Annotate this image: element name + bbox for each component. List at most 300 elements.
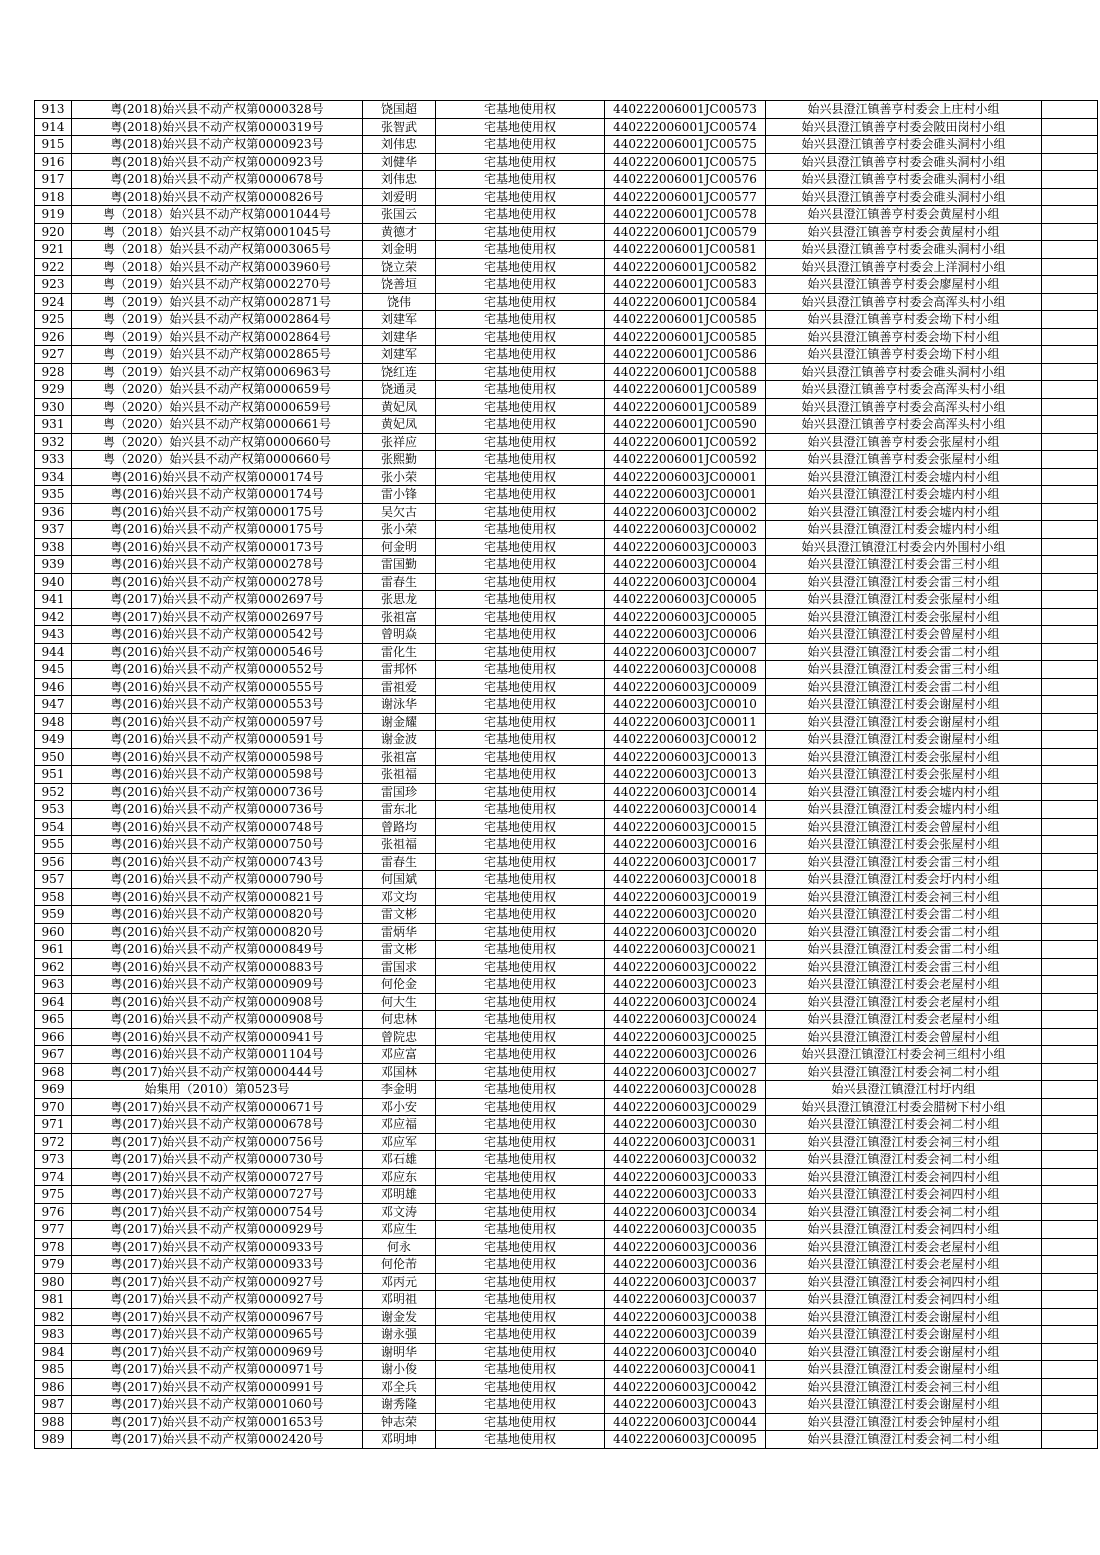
table-row: [35, 906, 1098, 924]
location-cell: 始兴县澄江镇善亨村委会碓头洞村小组: [766, 153, 1042, 171]
right-type-cell: 宅基地使用权: [436, 888, 605, 906]
remarks-cell: [1042, 783, 1098, 801]
parcel-code-cell: 440222006003JC00009: [605, 678, 766, 696]
certificate-number-cell: 粤(2017)始兴县不动产权第0000444号: [72, 1063, 363, 1081]
right-type-cell: 宅基地使用权: [436, 871, 605, 889]
table-row: [35, 888, 1098, 906]
table-row: [35, 1431, 1098, 1449]
location-cell: 始兴县澄江镇澄江村委会祠二村小组: [766, 1203, 1042, 1221]
right-type-cell: 宅基地使用权: [436, 1238, 605, 1256]
table-row: [35, 923, 1098, 941]
row-number-cell: 983: [35, 1326, 72, 1344]
location-cell: 始兴县澄江镇澄江村委会圩内村小组: [766, 871, 1042, 889]
certificate-number-cell: 粤(2017)始兴县不动产权第0000971号: [72, 1361, 363, 1379]
certificate-number-cell: 粤(2016)始兴县不动产权第0000598号: [72, 766, 363, 784]
row-number-cell: 963: [35, 976, 72, 994]
right-type-cell: 宅基地使用权: [436, 1028, 605, 1046]
parcel-code-cell: 440222006003JC00016: [605, 836, 766, 854]
row-number-cell: 919: [35, 206, 72, 224]
remarks-cell: [1042, 923, 1098, 941]
certificate-number-cell: 粤(2017)始兴县不动产权第0000727号: [72, 1186, 363, 1204]
parcel-code-cell: 440222006003JC00043: [605, 1396, 766, 1414]
owner-name-cell: 邓应军: [363, 1133, 436, 1151]
parcel-code-cell: 440222006001JC00579: [605, 223, 766, 241]
right-type-cell: 宅基地使用权: [436, 731, 605, 749]
row-number-cell: 934: [35, 468, 72, 486]
row-number-cell: 914: [35, 118, 72, 136]
table-row: [35, 713, 1098, 731]
parcel-code-cell: 440222006003JC00001: [605, 486, 766, 504]
parcel-code-cell: 440222006001JC00576: [605, 171, 766, 189]
certificate-number-cell: 粤(2016)始兴县不动产权第0000736号: [72, 783, 363, 801]
location-cell: 始兴县澄江镇澄江村委会祠四村小组: [766, 1273, 1042, 1291]
remarks-cell: [1042, 206, 1098, 224]
certificate-number-cell: 粤（2020）始兴县不动产权第0000660号: [72, 433, 363, 451]
owner-name-cell: 张祥应: [363, 433, 436, 451]
right-type-cell: 宅基地使用权: [436, 1361, 605, 1379]
parcel-code-cell: 440222006003JC00015: [605, 818, 766, 836]
right-type-cell: 宅基地使用权: [436, 486, 605, 504]
table-row: [35, 696, 1098, 714]
row-number-cell: 940: [35, 573, 72, 591]
parcel-code-cell: 440222006003JC00014: [605, 783, 766, 801]
location-cell: 始兴县澄江镇善亨村委会碓头洞村小组: [766, 136, 1042, 154]
parcel-code-cell: 440222006003JC00021: [605, 941, 766, 959]
location-cell: 始兴县澄江镇澄江村委会墟内村小组: [766, 801, 1042, 819]
row-number-cell: 969: [35, 1081, 72, 1099]
location-cell: 始兴县澄江镇澄江村委会雷二村小组: [766, 643, 1042, 661]
location-cell: 始兴县澄江镇善亨村委会高浑头村小组: [766, 398, 1042, 416]
owner-name-cell: 饶伟: [363, 293, 436, 311]
certificate-number-cell: 粤(2016)始兴县不动产权第0000820号: [72, 906, 363, 924]
parcel-code-cell: 440222006003JC00032: [605, 1151, 766, 1169]
right-type-cell: 宅基地使用权: [436, 503, 605, 521]
location-cell: 始兴县澄江镇澄江村委会祠四村小组: [766, 1186, 1042, 1204]
parcel-code-cell: 440222006003JC00008: [605, 661, 766, 679]
parcel-code-cell: 440222006003JC00002: [605, 503, 766, 521]
remarks-cell: [1042, 1308, 1098, 1326]
row-number-cell: 962: [35, 958, 72, 976]
right-type-cell: 宅基地使用权: [436, 678, 605, 696]
row-number-cell: 918: [35, 188, 72, 206]
certificate-number-cell: 粤(2017)始兴县不动产权第0000678号: [72, 1116, 363, 1134]
remarks-cell: [1042, 1081, 1098, 1099]
right-type-cell: 宅基地使用权: [436, 766, 605, 784]
remarks-cell: [1042, 451, 1098, 469]
certificate-number-cell: 粤(2016)始兴县不动产权第0000750号: [72, 836, 363, 854]
owner-name-cell: 谢金耀: [363, 713, 436, 731]
owner-name-cell: 何永: [363, 1238, 436, 1256]
right-type-cell: 宅基地使用权: [436, 1308, 605, 1326]
parcel-code-cell: 440222006003JC00001: [605, 468, 766, 486]
location-cell: 始兴县澄江镇澄江村委会祠二村小组: [766, 1431, 1042, 1449]
right-type-cell: 宅基地使用权: [436, 346, 605, 364]
right-type-cell: 宅基地使用权: [436, 1343, 605, 1361]
remarks-cell: [1042, 731, 1098, 749]
table-row: [35, 118, 1098, 136]
row-number-cell: 959: [35, 906, 72, 924]
remarks-cell: [1042, 661, 1098, 679]
row-number-cell: 968: [35, 1063, 72, 1081]
owner-name-cell: 饶国超: [363, 101, 436, 119]
location-cell: 始兴县澄江镇澄江村委会祠三组村小组: [766, 1046, 1042, 1064]
location-cell: 始兴县澄江镇澄江村委会雷三村小组: [766, 661, 1042, 679]
row-number-cell: 986: [35, 1378, 72, 1396]
location-cell: 始兴县澄江镇善亨村委会陂田岗村小组: [766, 118, 1042, 136]
right-type-cell: 宅基地使用权: [436, 1431, 605, 1449]
owner-name-cell: 邓国林: [363, 1063, 436, 1081]
location-cell: 始兴县澄江镇澄江村委会祠四村小组: [766, 1221, 1042, 1239]
row-number-cell: 925: [35, 311, 72, 329]
table-row: [35, 1081, 1098, 1099]
row-number-cell: 960: [35, 923, 72, 941]
location-cell: 始兴县澄江镇澄江村委会老屋村小组: [766, 1011, 1042, 1029]
certificate-number-cell: 粤(2016)始兴县不动产权第0000821号: [72, 888, 363, 906]
certificate-number-cell: 粤(2016)始兴县不动产权第0000941号: [72, 1028, 363, 1046]
remarks-cell: [1042, 1221, 1098, 1239]
remarks-cell: [1042, 573, 1098, 591]
table-row: [35, 1011, 1098, 1029]
right-type-cell: 宅基地使用权: [436, 153, 605, 171]
certificate-number-cell: 始集用（2010）第0523号: [72, 1081, 363, 1099]
remarks-cell: [1042, 416, 1098, 434]
right-type-cell: 宅基地使用权: [436, 381, 605, 399]
certificate-number-cell: 粤(2016)始兴县不动产权第0000743号: [72, 853, 363, 871]
right-type-cell: 宅基地使用权: [436, 626, 605, 644]
parcel-code-cell: 440222006003JC00018: [605, 871, 766, 889]
parcel-code-cell: 440222006003JC00010: [605, 696, 766, 714]
owner-name-cell: 吴欠古: [363, 503, 436, 521]
certificate-number-cell: 粤（2018）始兴县不动产权第0001045号: [72, 223, 363, 241]
parcel-code-cell: 440222006003JC00036: [605, 1238, 766, 1256]
remarks-cell: [1042, 101, 1098, 119]
table-row: [35, 958, 1098, 976]
location-cell: 始兴县澄江镇澄江村委会内外围村小组: [766, 538, 1042, 556]
table-row: [35, 328, 1098, 346]
table-row: [35, 993, 1098, 1011]
table-row: [35, 836, 1098, 854]
parcel-code-cell: 440222006003JC00039: [605, 1326, 766, 1344]
right-type-cell: 宅基地使用权: [436, 573, 605, 591]
remarks-cell: [1042, 1431, 1098, 1449]
right-type-cell: 宅基地使用权: [436, 1221, 605, 1239]
parcel-code-cell: 440222006003JC00035: [605, 1221, 766, 1239]
right-type-cell: 宅基地使用权: [436, 276, 605, 294]
parcel-code-cell: 440222006003JC00006: [605, 626, 766, 644]
right-type-cell: 宅基地使用权: [436, 241, 605, 259]
row-number-cell: 928: [35, 363, 72, 381]
remarks-cell: [1042, 293, 1098, 311]
row-number-cell: 930: [35, 398, 72, 416]
certificate-number-cell: 粤(2016)始兴县不动产权第0000849号: [72, 941, 363, 959]
owner-name-cell: 何国斌: [363, 871, 436, 889]
location-cell: 始兴县澄江镇善亨村委会高浑头村小组: [766, 293, 1042, 311]
certificate-number-cell: 粤(2016)始兴县不动产权第0000542号: [72, 626, 363, 644]
owner-name-cell: 邓应东: [363, 1168, 436, 1186]
remarks-cell: [1042, 1046, 1098, 1064]
remarks-cell: [1042, 958, 1098, 976]
certificate-number-cell: 粤(2016)始兴县不动产权第0000278号: [72, 556, 363, 574]
remarks-cell: [1042, 538, 1098, 556]
certificate-number-cell: 粤(2017)始兴县不动产权第0000965号: [72, 1326, 363, 1344]
owner-name-cell: 邓应福: [363, 1116, 436, 1134]
certificate-number-cell: 粤（2019）始兴县不动产权第0002871号: [72, 293, 363, 311]
certificate-number-cell: 粤(2016)始兴县不动产权第0000748号: [72, 818, 363, 836]
table-row: [35, 1343, 1098, 1361]
parcel-code-cell: 440222006003JC00013: [605, 748, 766, 766]
parcel-code-cell: 440222006003JC00095: [605, 1431, 766, 1449]
parcel-code-cell: 440222006003JC00002: [605, 521, 766, 539]
owner-name-cell: 何大生: [363, 993, 436, 1011]
row-number-cell: 978: [35, 1238, 72, 1256]
owner-name-cell: 谢金波: [363, 731, 436, 749]
owner-name-cell: 谢金发: [363, 1308, 436, 1326]
remarks-cell: [1042, 1326, 1098, 1344]
parcel-code-cell: 440222006001JC00589: [605, 398, 766, 416]
remarks-cell: [1042, 1238, 1098, 1256]
certificate-number-cell: 粤(2017)始兴县不动产权第0000754号: [72, 1203, 363, 1221]
remarks-cell: [1042, 311, 1098, 329]
right-type-cell: 宅基地使用权: [436, 993, 605, 1011]
row-number-cell: 956: [35, 853, 72, 871]
right-type-cell: 宅基地使用权: [436, 783, 605, 801]
remarks-cell: [1042, 818, 1098, 836]
row-number-cell: 943: [35, 626, 72, 644]
right-type-cell: 宅基地使用权: [436, 1413, 605, 1431]
row-number-cell: 955: [35, 836, 72, 854]
right-type-cell: 宅基地使用权: [436, 748, 605, 766]
location-cell: 始兴县澄江镇澄江村委会曾屋村小组: [766, 1028, 1042, 1046]
table-row: [35, 1238, 1098, 1256]
certificate-number-cell: 粤(2017)始兴县不动产权第0000969号: [72, 1343, 363, 1361]
remarks-cell: [1042, 748, 1098, 766]
certificate-number-cell: 粤（2020）始兴县不动产权第0000661号: [72, 416, 363, 434]
certificate-number-cell: 粤(2017)始兴县不动产权第0000927号: [72, 1273, 363, 1291]
table-row: [35, 451, 1098, 469]
location-cell: 始兴县澄江镇澄江村委会祠三村小组: [766, 1378, 1042, 1396]
certificate-number-cell: 粤(2017)始兴县不动产权第0000933号: [72, 1256, 363, 1274]
certificate-number-cell: 粤(2017)始兴县不动产权第0002420号: [72, 1431, 363, 1449]
parcel-code-cell: 440222006001JC00582: [605, 258, 766, 276]
parcel-code-cell: 440222006003JC00003: [605, 538, 766, 556]
owner-name-cell: 邓应生: [363, 1221, 436, 1239]
registry-table: [34, 100, 1098, 1449]
table-row: [35, 1133, 1098, 1151]
owner-name-cell: 雷文彬: [363, 906, 436, 924]
owner-name-cell: 邓小安: [363, 1098, 436, 1116]
location-cell: 始兴县澄江镇澄江村委会祠二村小组: [766, 1116, 1042, 1134]
row-number-cell: 981: [35, 1291, 72, 1309]
table-row: [35, 1063, 1098, 1081]
parcel-code-cell: 440222006003JC00013: [605, 766, 766, 784]
location-cell: 始兴县澄江镇善亨村委会坳下村小组: [766, 328, 1042, 346]
table-row: [35, 381, 1098, 399]
row-number-cell: 953: [35, 801, 72, 819]
right-type-cell: 宅基地使用权: [436, 643, 605, 661]
location-cell: 始兴县澄江镇善亨村委会黄屋村小组: [766, 206, 1042, 224]
certificate-number-cell: 粤(2018)始兴县不动产权第0000319号: [72, 118, 363, 136]
parcel-code-cell: 440222006001JC00575: [605, 153, 766, 171]
table-row: [35, 1098, 1098, 1116]
parcel-code-cell: 440222006003JC00040: [605, 1343, 766, 1361]
row-number-cell: 917: [35, 171, 72, 189]
certificate-number-cell: 粤(2016)始兴县不动产权第0000908号: [72, 1011, 363, 1029]
remarks-cell: [1042, 1291, 1098, 1309]
certificate-number-cell: 粤(2016)始兴县不动产权第0000552号: [72, 661, 363, 679]
parcel-code-cell: 440222006003JC00012: [605, 731, 766, 749]
owner-name-cell: 张祖富: [363, 608, 436, 626]
parcel-code-cell: 440222006003JC00020: [605, 906, 766, 924]
certificate-number-cell: 粤(2018)始兴县不动产权第0000328号: [72, 101, 363, 119]
parcel-code-cell: 440222006001JC00588: [605, 363, 766, 381]
row-number-cell: 948: [35, 713, 72, 731]
row-number-cell: 923: [35, 276, 72, 294]
row-number-cell: 929: [35, 381, 72, 399]
parcel-code-cell: 440222006003JC00024: [605, 993, 766, 1011]
owner-name-cell: 黄妃凤: [363, 398, 436, 416]
location-cell: 始兴县澄江镇澄江村委会墟内村小组: [766, 503, 1042, 521]
owner-name-cell: 曾明焱: [363, 626, 436, 644]
certificate-number-cell: 粤(2016)始兴县不动产权第0000555号: [72, 678, 363, 696]
certificate-number-cell: 粤（2020）始兴县不动产权第0000659号: [72, 398, 363, 416]
table-row: [35, 433, 1098, 451]
certificate-number-cell: 粤(2016)始兴县不动产权第0000909号: [72, 976, 363, 994]
table-row: [35, 818, 1098, 836]
row-number-cell: 961: [35, 941, 72, 959]
location-cell: 始兴县澄江镇澄江村委会祠四村小组: [766, 1168, 1042, 1186]
row-number-cell: 982: [35, 1308, 72, 1326]
certificate-number-cell: 粤（2019）始兴县不动产权第0002864号: [72, 311, 363, 329]
owner-name-cell: 饶立荣: [363, 258, 436, 276]
table-row: [35, 1273, 1098, 1291]
table-row: [35, 573, 1098, 591]
location-cell: 始兴县澄江镇善亨村委会廖屋村小组: [766, 276, 1042, 294]
owner-name-cell: 黄妃凤: [363, 416, 436, 434]
owner-name-cell: 钟志荣: [363, 1413, 436, 1431]
table-row: [35, 731, 1098, 749]
row-number-cell: 927: [35, 346, 72, 364]
remarks-cell: [1042, 1028, 1098, 1046]
certificate-number-cell: 粤（2019）始兴县不动产权第0002270号: [72, 276, 363, 294]
owner-name-cell: 刘伟忠: [363, 136, 436, 154]
right-type-cell: 宅基地使用权: [436, 1133, 605, 1151]
location-cell: 始兴县澄江镇澄江村委会祠三村小组: [766, 888, 1042, 906]
right-type-cell: 宅基地使用权: [436, 328, 605, 346]
right-type-cell: 宅基地使用权: [436, 1326, 605, 1344]
table-row: [35, 1186, 1098, 1204]
certificate-number-cell: 粤(2016)始兴县不动产权第0000790号: [72, 871, 363, 889]
table-row: [35, 853, 1098, 871]
certificate-number-cell: 粤(2018)始兴县不动产权第0000923号: [72, 153, 363, 171]
certificate-number-cell: 粤(2017)始兴县不动产权第0000929号: [72, 1221, 363, 1239]
certificate-number-cell: 粤(2017)始兴县不动产权第0000967号: [72, 1308, 363, 1326]
location-cell: 始兴县澄江镇澄江村委会祠三村小组: [766, 1133, 1042, 1151]
table-row: [35, 661, 1098, 679]
remarks-cell: [1042, 136, 1098, 154]
owner-name-cell: 张智武: [363, 118, 436, 136]
remarks-cell: [1042, 346, 1098, 364]
row-number-cell: 947: [35, 696, 72, 714]
location-cell: 始兴县澄江镇澄江村委会墟内村小组: [766, 468, 1042, 486]
certificate-number-cell: 粤(2016)始兴县不动产权第0000553号: [72, 696, 363, 714]
table-row: [35, 346, 1098, 364]
owner-name-cell: 邓应富: [363, 1046, 436, 1064]
certificate-number-cell: 粤(2017)始兴县不动产权第0000991号: [72, 1378, 363, 1396]
remarks-cell: [1042, 608, 1098, 626]
remarks-cell: [1042, 696, 1098, 714]
location-cell: 始兴县澄江镇善亨村委会碓头洞村小组: [766, 241, 1042, 259]
remarks-cell: [1042, 1256, 1098, 1274]
location-cell: 始兴县澄江镇澄江村委会雷三村小组: [766, 556, 1042, 574]
right-type-cell: 宅基地使用权: [436, 1081, 605, 1099]
remarks-cell: [1042, 678, 1098, 696]
table-row: [35, 748, 1098, 766]
table-row: [35, 101, 1098, 119]
owner-name-cell: 雷国勤: [363, 556, 436, 574]
right-type-cell: 宅基地使用权: [436, 1011, 605, 1029]
certificate-number-cell: 粤(2016)始兴县不动产权第0000883号: [72, 958, 363, 976]
parcel-code-cell: 440222006003JC00042: [605, 1378, 766, 1396]
location-cell: 始兴县澄江镇澄江村委会谢屋村小组: [766, 1326, 1042, 1344]
owner-name-cell: 刘建军: [363, 311, 436, 329]
certificate-number-cell: 粤（2018）始兴县不动产权第0003065号: [72, 241, 363, 259]
right-type-cell: 宅基地使用权: [436, 188, 605, 206]
parcel-code-cell: 440222006003JC00022: [605, 958, 766, 976]
parcel-code-cell: 440222006001JC00585: [605, 311, 766, 329]
table-row: [35, 538, 1098, 556]
remarks-cell: [1042, 503, 1098, 521]
parcel-code-cell: 440222006001JC00583: [605, 276, 766, 294]
right-type-cell: 宅基地使用权: [436, 433, 605, 451]
table-row: [35, 1291, 1098, 1309]
table-row: [35, 766, 1098, 784]
remarks-cell: [1042, 118, 1098, 136]
owner-name-cell: 谢小俊: [363, 1361, 436, 1379]
right-type-cell: 宅基地使用权: [436, 976, 605, 994]
remarks-cell: [1042, 766, 1098, 784]
table-row: [35, 1361, 1098, 1379]
table-row: [35, 1151, 1098, 1169]
location-cell: 始兴县澄江镇澄江村委会谢屋村小组: [766, 1343, 1042, 1361]
remarks-cell: [1042, 1273, 1098, 1291]
right-type-cell: 宅基地使用权: [436, 1168, 605, 1186]
right-type-cell: 宅基地使用权: [436, 661, 605, 679]
row-number-cell: 979: [35, 1256, 72, 1274]
right-type-cell: 宅基地使用权: [436, 451, 605, 469]
row-number-cell: 980: [35, 1273, 72, 1291]
row-number-cell: 984: [35, 1343, 72, 1361]
table-row: [35, 503, 1098, 521]
remarks-cell: [1042, 1378, 1098, 1396]
table-row: [35, 1308, 1098, 1326]
table-row: [35, 1396, 1098, 1414]
row-number-cell: 922: [35, 258, 72, 276]
remarks-cell: [1042, 906, 1098, 924]
owner-name-cell: 邓丙元: [363, 1273, 436, 1291]
table-row: [35, 1116, 1098, 1134]
location-cell: 始兴县澄江镇澄江村委会老屋村小组: [766, 976, 1042, 994]
row-number-cell: 946: [35, 678, 72, 696]
location-cell: 始兴县澄江镇澄江村委会谢屋村小组: [766, 696, 1042, 714]
owner-name-cell: 何忠林: [363, 1011, 436, 1029]
remarks-cell: [1042, 801, 1098, 819]
owner-name-cell: 雷邦怀: [363, 661, 436, 679]
row-number-cell: 942: [35, 608, 72, 626]
row-number-cell: 987: [35, 1396, 72, 1414]
location-cell: 始兴县澄江镇澄江村委会谢屋村小组: [766, 1361, 1042, 1379]
remarks-cell: [1042, 1063, 1098, 1081]
remarks-cell: [1042, 1361, 1098, 1379]
